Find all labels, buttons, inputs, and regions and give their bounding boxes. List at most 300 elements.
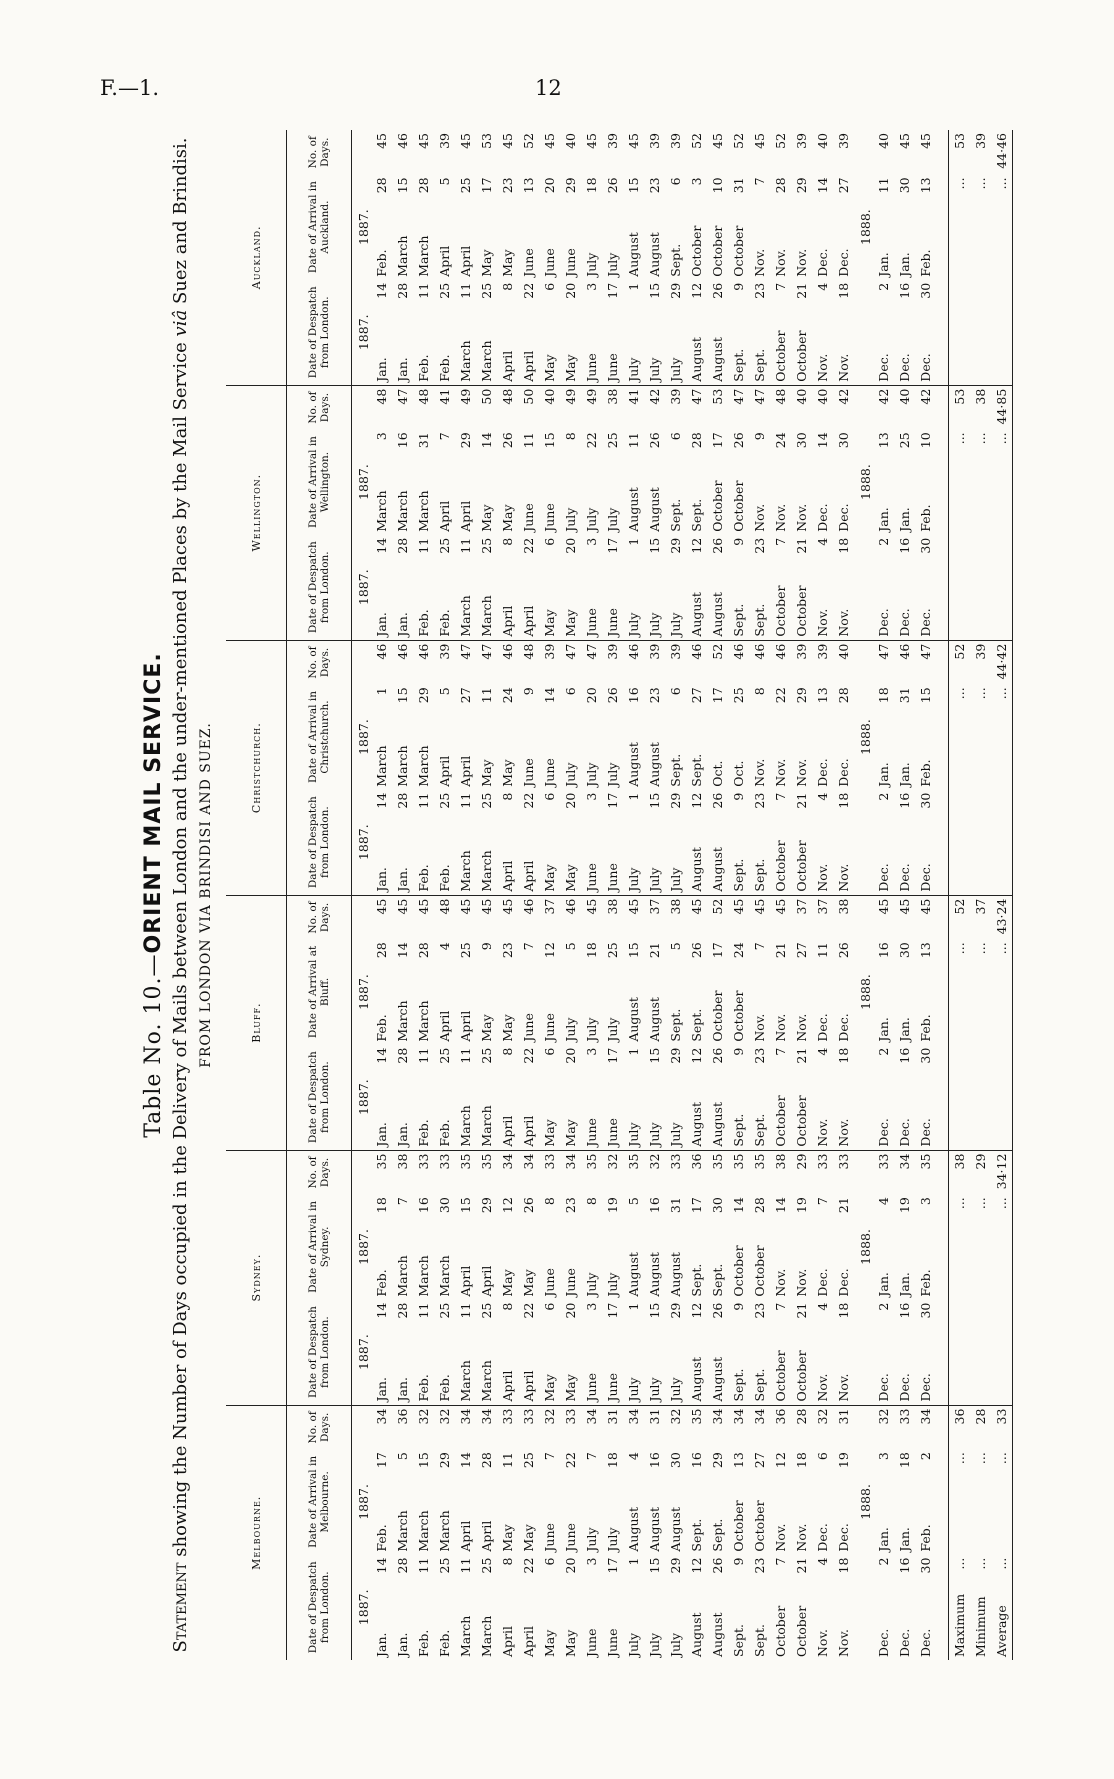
date-pair [728, 1048, 749, 1147]
date-pair [518, 1303, 539, 1402]
date-pair [434, 1048, 455, 1147]
month: June [542, 758, 557, 787]
days-value: 45 [416, 133, 431, 149]
despatch-date [894, 790, 915, 895]
day: 22 [773, 687, 788, 704]
day: 3 [876, 1452, 891, 1461]
year-label: 1887. [356, 569, 371, 606]
leader-dots: ... [949, 939, 971, 1044]
days-value: 35 [686, 1405, 707, 1449]
spacer [854, 1150, 873, 1194]
day: 11 [458, 537, 473, 554]
day: 13 [876, 432, 891, 449]
table-row [560, 130, 581, 1660]
day: 29 [458, 432, 473, 449]
day: 25 [479, 1302, 494, 1319]
day: 14 [773, 1197, 788, 1214]
month: July [668, 357, 683, 382]
day: 16 [897, 282, 912, 299]
day: 3 [584, 1302, 599, 1311]
despatch-date [392, 1300, 413, 1405]
summary-value-avg: 44·42 [991, 640, 1012, 684]
spacer [936, 1300, 949, 1405]
leader-dots: ... [973, 1557, 988, 1570]
despatch-date [602, 790, 623, 895]
despatch-date [770, 1045, 791, 1150]
day: 8 [500, 282, 515, 291]
days-value: 34 [476, 1405, 497, 1449]
day: 31 [731, 177, 746, 194]
day: 21 [647, 942, 662, 959]
day: 15 [626, 942, 641, 959]
table-row [873, 130, 894, 1660]
summary-row-max [949, 130, 971, 1660]
arrival-date [602, 684, 623, 789]
days-value: 33 [560, 1405, 581, 1449]
date-pair [518, 687, 539, 786]
date-pair [915, 177, 936, 276]
date-pair [371, 177, 392, 276]
date-pair [873, 942, 894, 1041]
days-value: 45 [752, 133, 767, 149]
despatch-date [371, 535, 392, 640]
month: April [437, 245, 452, 277]
day: 26 [731, 432, 746, 449]
days-value: 45 [626, 133, 641, 149]
day: 27 [752, 1452, 767, 1469]
day: 29 [668, 1302, 683, 1319]
despatch-date [539, 790, 560, 895]
month: June [542, 248, 557, 277]
despatch-date [455, 1300, 476, 1405]
arrival-date [833, 1449, 854, 1554]
arrival-date [560, 939, 581, 1044]
page-number: 12 [535, 76, 562, 100]
date-pair [894, 538, 915, 637]
summary-label [991, 1555, 1012, 1660]
month: October [773, 1350, 788, 1402]
day: 25 [437, 1047, 452, 1064]
month: Feb. [437, 1119, 452, 1147]
day: 17 [605, 537, 620, 554]
date-pair [644, 942, 665, 1041]
day: 3 [918, 1197, 933, 1206]
date-pair [707, 1558, 728, 1657]
day: 28 [395, 792, 410, 809]
date-pair [560, 283, 581, 382]
date-pair [602, 793, 623, 892]
date-pair [791, 1197, 812, 1296]
despatch-date [833, 1300, 854, 1405]
arrival-date [602, 429, 623, 534]
date-pair [873, 687, 894, 786]
days-value: 40 [894, 385, 915, 429]
despatch-header: Date of Despatch from London. [287, 1045, 352, 1150]
day: 17 [605, 1557, 620, 1574]
arrival-date [413, 684, 434, 789]
day: 30 [918, 1047, 933, 1064]
month: August [710, 1612, 725, 1657]
month: Dec. [918, 1628, 933, 1657]
month: Feb. [437, 609, 452, 637]
days-value: 46 [623, 640, 644, 684]
month: Feb. [374, 1524, 389, 1552]
day: 21 [794, 1557, 809, 1574]
month: April [500, 1370, 515, 1402]
month: July [605, 762, 620, 787]
arrival-date [686, 174, 707, 279]
date-pair [873, 432, 894, 531]
month: Sept. [689, 1008, 704, 1042]
spacer [991, 535, 1012, 640]
day: 12 [689, 537, 704, 554]
day: 14 [731, 1197, 746, 1214]
table-row [894, 130, 915, 1660]
days-value: 39 [668, 133, 683, 149]
month: July [626, 612, 641, 637]
month: Dec. [876, 353, 891, 382]
despatch-date [497, 280, 518, 385]
spacer [936, 1449, 949, 1554]
month: July [584, 1017, 599, 1042]
month: Nov. [836, 863, 851, 892]
despatch-date [791, 280, 812, 385]
month: October [773, 1605, 788, 1657]
day: 25 [605, 432, 620, 449]
day: 14 [374, 282, 389, 299]
table-row [665, 130, 686, 1660]
arrival-date [371, 174, 392, 279]
spacer [854, 1555, 873, 1660]
despatch-date [686, 535, 707, 640]
arrival-date [749, 1449, 770, 1554]
date-pair [392, 687, 413, 786]
month: Dec. [836, 1523, 851, 1552]
despatch-date [833, 790, 854, 895]
date-pair [686, 432, 707, 531]
arrival-date [812, 174, 833, 279]
despatch-date [644, 535, 665, 640]
month: March [458, 850, 473, 892]
month: August [647, 1252, 662, 1297]
arrival-date [455, 174, 476, 279]
arrival-date [791, 429, 812, 534]
despatch-date [791, 535, 812, 640]
day: 25 [479, 537, 494, 554]
date-pair [539, 1452, 560, 1551]
month: April [521, 860, 536, 892]
date-pair [665, 687, 686, 786]
arrival-date [560, 174, 581, 279]
days-value: 35 [623, 1150, 644, 1194]
month: May [500, 1014, 515, 1042]
leader-dots: ... [994, 1452, 1009, 1465]
day: 4 [437, 942, 452, 951]
arrival-date [413, 1449, 434, 1554]
day: 3 [374, 432, 389, 441]
arrival-date [623, 429, 644, 534]
arrival-date [392, 429, 413, 534]
date-pair [602, 942, 623, 1041]
arrival-date [728, 174, 749, 279]
statement [168, 130, 194, 1660]
arrival-date [728, 429, 749, 534]
date-pair [749, 1048, 770, 1147]
year-label: 1888. [858, 1229, 873, 1265]
month: June [542, 1523, 557, 1552]
month: July [647, 357, 662, 382]
date-pair [707, 538, 728, 637]
days-value: 39 [602, 640, 623, 684]
despatch-date [686, 790, 707, 895]
despatch-date [539, 535, 560, 640]
date-pair [497, 793, 518, 892]
month: July [647, 612, 662, 637]
date-pair [476, 283, 497, 382]
day: 26 [689, 942, 704, 959]
day: 8 [752, 687, 767, 696]
day: 26 [710, 1557, 725, 1574]
month: June [584, 608, 599, 637]
day: 3 [584, 1557, 599, 1566]
days-value: 39 [539, 640, 560, 684]
despatch-date [434, 1045, 455, 1150]
month: August [626, 1507, 641, 1552]
month: Dec. [897, 608, 912, 637]
despatch-date [371, 1300, 392, 1405]
date-pair [707, 432, 728, 531]
month: April [479, 1265, 494, 1297]
arrival-date [476, 939, 497, 1044]
date-pair [539, 1048, 560, 1147]
month: October [773, 585, 788, 637]
day: 30 [918, 1557, 933, 1574]
month: Sept. [710, 1263, 725, 1297]
page-code: F.—1. [100, 76, 160, 100]
statement-via: viâ [170, 309, 191, 337]
month: July [563, 762, 578, 787]
days-value: 47 [581, 640, 602, 684]
month: April [521, 1115, 536, 1147]
table-row [539, 130, 560, 1660]
date-pair [602, 1303, 623, 1402]
summary-value-min: 39 [973, 133, 988, 149]
day: 2 [876, 1557, 891, 1566]
day: 15 [395, 177, 410, 194]
day: 30 [668, 1452, 683, 1469]
month: October [710, 225, 725, 277]
month: Sept. [731, 1113, 746, 1147]
day: 18 [584, 177, 599, 194]
year-label: 1887. [356, 1484, 371, 1520]
arrival-header: Date of Arrival in Melbourne. [287, 1449, 352, 1554]
date-pair [560, 793, 581, 892]
summary-value-min: 39 [970, 640, 991, 684]
day: 14 [374, 1557, 389, 1574]
month: Dec. [918, 1118, 933, 1147]
month: August [626, 1252, 641, 1297]
day: 7 [773, 537, 788, 546]
month: Nov. [836, 1118, 851, 1147]
date-pair [455, 1303, 476, 1402]
days-value: 48 [371, 385, 392, 429]
day: 22 [521, 282, 536, 299]
day: 16 [626, 687, 641, 704]
arrival-date [707, 684, 728, 789]
day: 25 [479, 792, 494, 809]
day: 18 [584, 942, 599, 959]
month: July [605, 1017, 620, 1042]
spacer [854, 1300, 873, 1405]
date-pair [686, 1303, 707, 1402]
month: Nov. [773, 1268, 788, 1297]
despatch-date [812, 790, 833, 895]
month: August [710, 592, 725, 637]
month: Feb. [918, 1014, 933, 1042]
month: Feb. [416, 1374, 431, 1402]
summary-name: Minimum [973, 1596, 988, 1657]
month: October [773, 840, 788, 892]
spacer [936, 280, 949, 385]
day: 6 [668, 177, 683, 186]
day: 25 [437, 537, 452, 554]
days-value: 32 [539, 1405, 560, 1449]
date-pair [623, 1303, 644, 1402]
day: 4 [815, 282, 830, 291]
date-pair [434, 283, 455, 382]
date-pair [707, 1048, 728, 1147]
date-pair [686, 538, 707, 637]
date-pair [770, 1303, 791, 1402]
month: July [668, 1122, 683, 1147]
leader-dots: ... [949, 429, 971, 534]
leader-dots: ... [973, 942, 988, 955]
day: 1 [626, 537, 641, 546]
date-pair [434, 1303, 455, 1402]
summary-name: Average [994, 1605, 1009, 1657]
days-value: 48 [518, 640, 539, 684]
date-pair [749, 1197, 770, 1296]
day: 11 [416, 282, 431, 299]
month: Feb. [416, 864, 431, 892]
summary-value-min: 38 [970, 385, 991, 429]
days-value: 38 [833, 895, 854, 939]
month: August [626, 232, 641, 277]
days-value: 45 [458, 133, 473, 149]
month: June [584, 1118, 599, 1147]
month: Jan. [395, 1632, 410, 1657]
spacer [854, 130, 873, 174]
date-pair [894, 1303, 915, 1402]
arrival-date [455, 939, 476, 1044]
month: Nov. [815, 353, 830, 382]
date-pair [392, 1303, 413, 1402]
month: Nov. [773, 758, 788, 787]
arrival-date [728, 1449, 749, 1554]
day: 30 [918, 537, 933, 554]
day: 26 [647, 432, 662, 449]
day: 17 [710, 687, 725, 704]
summary-pair [970, 1558, 991, 1657]
date-pair [476, 1197, 497, 1296]
date-pair [623, 1452, 644, 1551]
date-pair [560, 1303, 581, 1402]
days-value: 33 [497, 1405, 518, 1449]
days-value: 34 [894, 1150, 915, 1194]
date-pair [812, 687, 833, 786]
month: Nov. [752, 1013, 767, 1042]
month: October [731, 1245, 746, 1297]
day: 20 [563, 537, 578, 554]
date-pair [371, 1303, 392, 1402]
day: 11 [815, 942, 830, 959]
date-pair [894, 687, 915, 786]
month: Sept. [668, 243, 683, 277]
days-value: 32 [873, 1405, 894, 1449]
days-value: 34 [560, 1150, 581, 1194]
day: 18 [876, 687, 891, 704]
day: 7 [773, 282, 788, 291]
days-value: 36 [686, 1150, 707, 1194]
month: Nov. [773, 1523, 788, 1552]
days-value: 39 [665, 640, 686, 684]
city-header-sydney: Sydney. [226, 1150, 287, 1405]
date-pair [518, 1452, 539, 1551]
date-pair [665, 793, 686, 892]
date-pair [791, 1048, 812, 1147]
day: 17 [605, 1302, 620, 1319]
date-pair [623, 432, 644, 531]
date-pair [434, 1197, 455, 1296]
date-pair [602, 538, 623, 637]
arrival-date [392, 1449, 413, 1554]
days-value: 46 [518, 895, 539, 939]
date-pair [434, 1558, 455, 1657]
date-pair [581, 1303, 602, 1402]
days-value: 45 [542, 133, 557, 149]
date-pair [749, 283, 770, 382]
spacer [949, 1045, 971, 1150]
day: 28 [689, 432, 704, 449]
days-value: 53 [707, 385, 728, 429]
day: 8 [563, 432, 578, 441]
month: May [542, 354, 557, 382]
arrival-date [371, 684, 392, 789]
month: August [710, 847, 725, 892]
summary-value-max: 53 [949, 385, 971, 429]
date-pair [791, 1452, 812, 1551]
month: Sept. [689, 498, 704, 532]
month: Jan. [395, 867, 410, 892]
date-pair [749, 432, 770, 531]
day: 29 [668, 537, 683, 554]
date-pair [392, 538, 413, 637]
date-pair [371, 942, 392, 1041]
date-pair [371, 283, 392, 382]
date-pair [476, 793, 497, 892]
day: 19 [794, 1197, 809, 1214]
day: 15 [647, 282, 662, 299]
date-pair [539, 942, 560, 1041]
despatch-date [749, 1045, 770, 1150]
spacer [970, 280, 991, 385]
day: 26 [710, 282, 725, 299]
date-pair [873, 1048, 894, 1147]
date-pair [873, 283, 894, 382]
date-pair [371, 538, 392, 637]
date-pair [707, 687, 728, 786]
day: 12 [689, 282, 704, 299]
